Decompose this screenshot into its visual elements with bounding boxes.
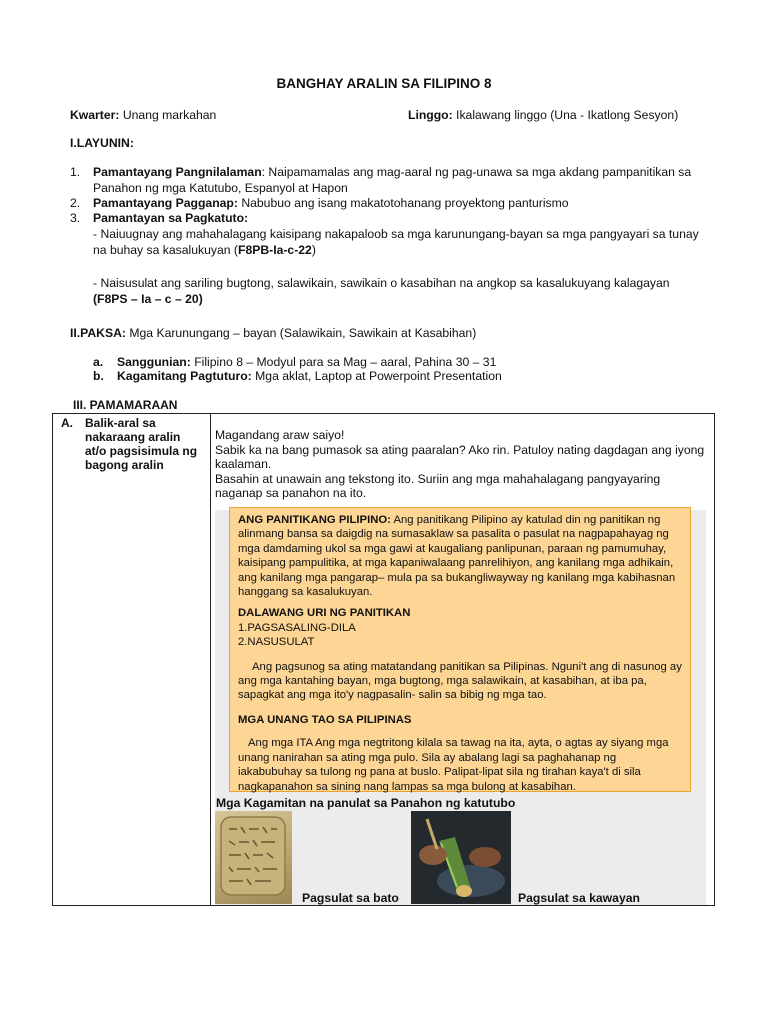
linggo-value: Ikalawang linggo (Una - Ikatlong Sesyon) <box>452 108 679 122</box>
pamamaraan-heading: III. PAMAMARAAN <box>73 398 178 412</box>
linggo-line <box>408 108 678 123</box>
item-letter: a. <box>93 355 104 369</box>
item-label: Sanggunian: <box>117 355 191 369</box>
pagkatuto-sub-2 <box>93 276 723 307</box>
kwarter-line <box>70 108 216 123</box>
intro-text <box>215 428 710 501</box>
item-text <box>93 211 723 227</box>
linggo-label: Linggo: <box>408 108 453 122</box>
bamboo-writing-icon <box>411 811 511 904</box>
row-letter: A. <box>61 416 73 430</box>
layunin-heading: I.LAYUNIN: <box>70 136 134 150</box>
competency-code: (F8PS – Ia – c – 20) <box>93 291 203 306</box>
competency-code: F8PB-Ia-c-22 <box>238 242 312 257</box>
kwarter-label: Kwarter: <box>70 108 120 122</box>
kwarter-value: Unang markahan <box>119 108 217 122</box>
row-title: Balik-aral sa nakaraang aralin at/o pagsisimula ng bagong aralin <box>85 416 198 472</box>
box-list-item: 2.NASUSULAT <box>238 636 315 649</box>
bamboo-writing-image <box>411 811 511 904</box>
left-cell <box>53 414 211 906</box>
box-paragraph: Ang pagsunog sa ating matatandang panitikan sa Pilipinas. Nguni't ang di nasunog ay ang mga kantahing bayan, mga bugtong, mga salawikain, at kasabihan, at iba pa, sapagkat ang mga ito'y nagpasalin- salin sa bibig ng mga tao. <box>238 660 682 702</box>
intro-line: Magandang araw saiyo! <box>215 428 345 442</box>
item-label: Pamantayang Pangnilalaman <box>93 165 262 179</box>
intro-line: Basahin at unawain ang tekstong ito. Suriin ang mga mahahalagang pangyayaring naganap sa panahon na ito. <box>215 471 661 501</box>
item-body: Nabubuo ang isang makatotohanang proyektong panturismo <box>237 196 569 210</box>
box-paragraph: Ang mga ITA Ang mga negtritong kilala sa tawag na ita, ayta, o agtas ay siyang mga unang nanirahan sa ating mga pulo. Sila ay abalang lagi sa paghahanap ng iakabubuhay sa tulong ng pana at buslo. Palipat-lipat sila ng tirahan kaya't di sila nagkapanahon sa sining nang lampas sa mga bulong at kasabihan. <box>238 737 669 793</box>
item-label: Pamantayan sa Pagkatuto: <box>93 211 249 225</box>
panitikan-box <box>229 507 691 792</box>
caption-kawayan: Pagsulat sa kawayan <box>518 891 640 905</box>
item-body: Mga aklat, Laptop at Powerpoint Presentation <box>251 369 502 383</box>
item-text <box>93 196 723 212</box>
box-heading: DALAWANG URI NG PANITIKAN <box>238 607 411 620</box>
item-number: 3. <box>70 211 81 225</box>
sub-end: ) <box>311 242 316 257</box>
box-list-item: 1.PAGSASALING-DILA <box>238 621 356 634</box>
pagkatuto-sub-1 <box>93 227 703 258</box>
item-number: 1. <box>70 165 81 179</box>
sub-text: - Naisusulat ang sariling bugtong, salawikain, sawikain o kasabihan na angkop sa kasalukuyang kalagayan <box>93 276 670 290</box>
item-body: Filipino 8 – Modyul para sa Mag – aaral, Pahina 30 – 31 <box>190 355 497 369</box>
item-letter: b. <box>93 369 104 383</box>
item-text <box>93 165 708 196</box>
item-body: : Naipamamalas ang mag-aaral ng pag-unawa sa mga akdang pampanitikan sa Panahon ng mga Katutubo, Espanyol at Hapon <box>93 165 692 195</box>
box-heading: ANG PANITIKANG PILIPINO: <box>238 514 391 526</box>
item-number: 2. <box>70 196 81 210</box>
caption-bato: Pagsulat sa bato <box>302 891 399 905</box>
box-paragraph: Ang panitikang Pilipino ay katulad din ng panitikan ng alinmang bansa sa daigdig na sumasaklaw sa pasalita o pasulat na nagpapahayag ng mga damdaming ukol sa mga gawi at kaugaliang panlipunan, paraan ng pamumuhay, kaisipang pampulitika, at mga kapaniwalaang panrelihiyon, ang kanilang mga adhikain, ang kanilang mga pangarap– mula pa sa bukangliwayway ng kanilang mga kabihasnan hanggang sa kasalukuyan. <box>238 514 676 599</box>
kagamitan-title: Mga Kagamitan na panulat sa Panahon ng katutubo <box>216 796 516 810</box>
intro-line: Sabik ka na bang pumasok sa ating paaralan? Ako rin. Patuloy nating dagdagan ang iyong kaalaman. <box>215 442 705 472</box>
box-heading: MGA UNANG TAO SA PILIPINAS <box>238 713 412 726</box>
stone-tablet-image <box>215 811 292 904</box>
paksa-line <box>70 326 476 341</box>
item-label: Pamantayang Pagganap: <box>93 196 238 210</box>
paksa-text: Mga Karunungang – bayan (Salawikain, Sawikain at Kasabihan) <box>125 326 477 340</box>
sub-text: - Naiuugnay ang mahahalagang kaisipang nakapaloob sa mga karunungang-bayan sa mga pangyayari sa tunay na buhay sa kasalukuyan ( <box>93 227 699 257</box>
page-title: BANGHAY ARALIN SA FILIPINO 8 <box>276 76 492 91</box>
stone-tablet-icon <box>215 811 292 904</box>
paksa-label: II.PAKSA: <box>70 326 126 340</box>
item-label: Kagamitang Pagtuturo: <box>117 369 252 383</box>
